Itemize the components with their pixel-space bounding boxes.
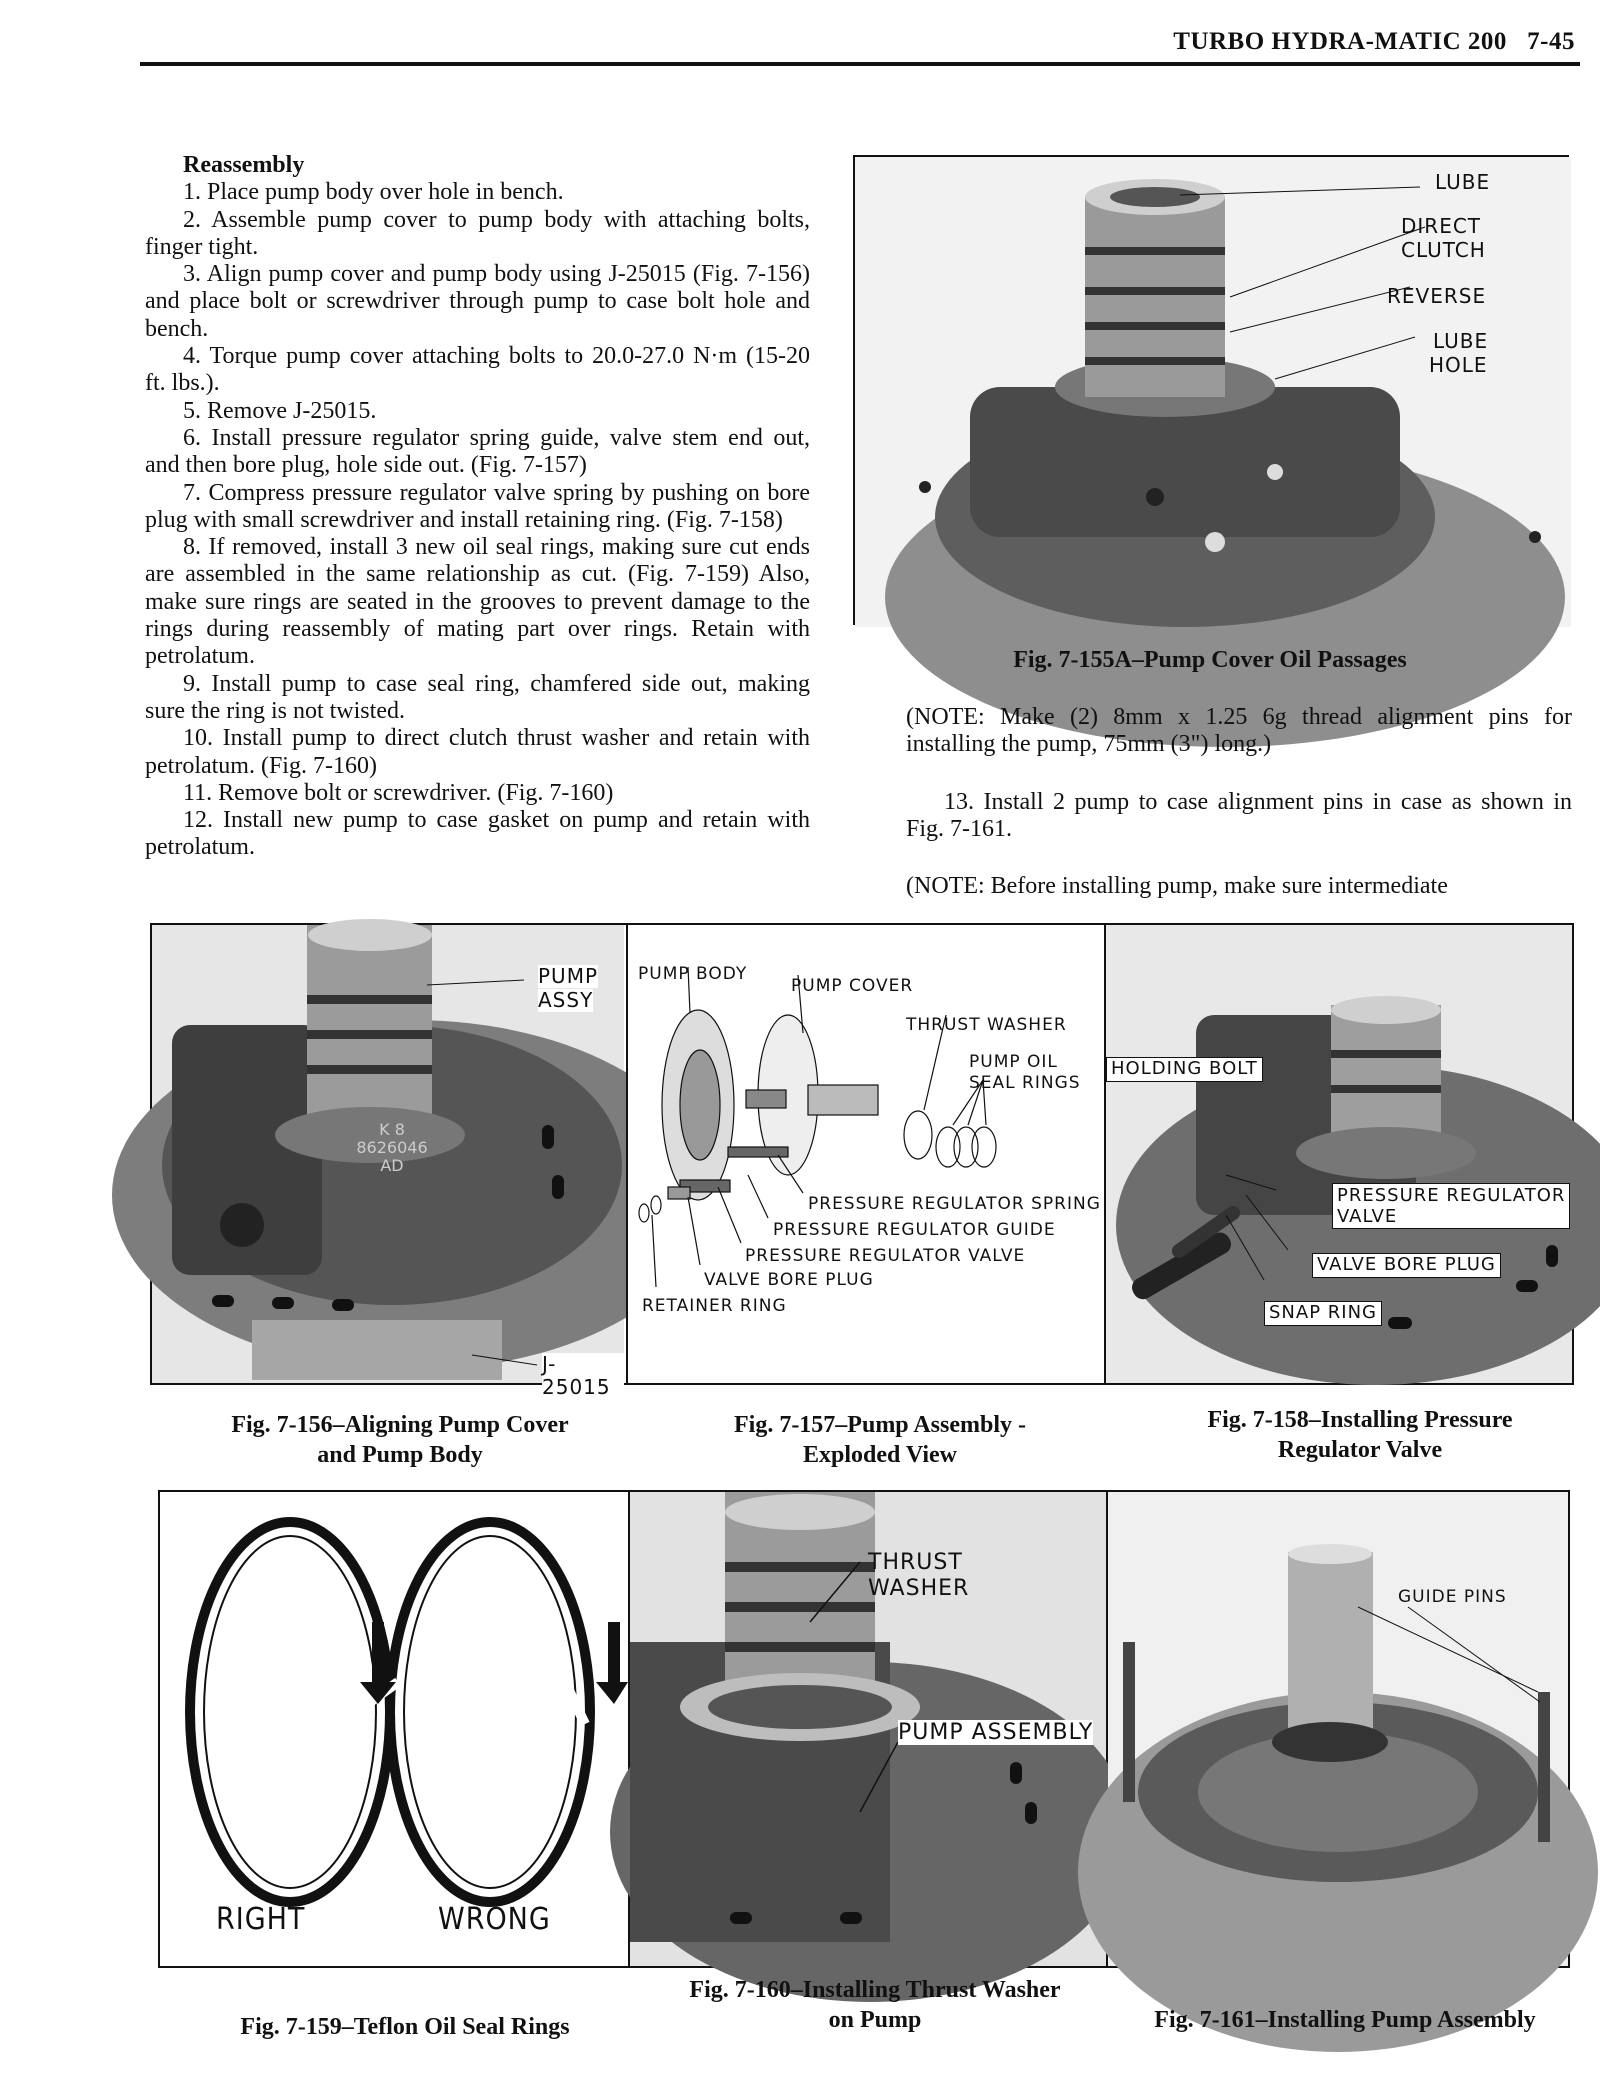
reassembly-step: 7. Compress pressure regulator valve spring by pushing on bore plug with small screwdriver and install retaining ring. (Fig. 7-158) bbox=[145, 479, 810, 533]
stamp-text: AD bbox=[380, 1156, 404, 1175]
label-pump-oil-seal-rings-2: SEAL RINGS bbox=[969, 1073, 1081, 1093]
reassembly-step: 11. Remove bolt or screwdriver. (Fig. 7-160) bbox=[183, 779, 614, 806]
caption-line: Regulator Valve bbox=[1277, 1437, 1443, 1463]
label-pump-body: PUMP BODY bbox=[638, 964, 748, 984]
caption-line: Fig. 7-157–Pump Assembly - bbox=[733, 1412, 1026, 1438]
label-lube-hole-2: HOLE bbox=[1429, 353, 1488, 377]
label-guide-pins: GUIDE PINS bbox=[1398, 1587, 1507, 1607]
step-13: 13. Install 2 pump to case alignment pins in case as shown in Fig. 7-161. bbox=[906, 788, 1572, 842]
label-thrust-washer: THRUST WASHER bbox=[906, 1015, 1067, 1035]
figure-7-161 bbox=[1108, 1492, 1568, 1966]
label-j-25015: J-25015 bbox=[542, 1353, 624, 1399]
reassembly-step: 10. Install pump to direct clutch thrust washer and retain with petrolatum. (Fig. 7-160) bbox=[145, 725, 810, 779]
seal-rings-drawing bbox=[160, 1492, 628, 1966]
stamp-text: 8626046 bbox=[356, 1138, 428, 1157]
label-pr-valve-2: VALVE bbox=[1337, 1206, 1398, 1227]
caption-fig-7-160 bbox=[660, 1975, 1090, 2035]
reassembly-step: 2. Assemble pump cover to pump body with attaching bolts, finger tight. bbox=[145, 206, 810, 260]
label-thrust-washer-2: WASHER bbox=[868, 1576, 970, 1601]
label-right: RIGHT bbox=[216, 1902, 306, 1937]
header-rule bbox=[140, 62, 1580, 66]
pump-installation-photo bbox=[1108, 1492, 1568, 1966]
label-pump-cover: PUMP COVER bbox=[791, 976, 914, 996]
reassembly-section bbox=[145, 152, 810, 862]
note-alignment-pins: (NOTE: Make (2) 8mm x 1.25 6g thread alignment pins for installing the pump, 75mm (3") long.) bbox=[906, 704, 1572, 758]
caption-line: Fig. 7-158–Installing Pressure bbox=[1207, 1407, 1513, 1433]
caption-line: Fig. 7-160–Installing Thrust Washer bbox=[689, 1977, 1061, 2003]
label-pump-oil-seal-rings-1: PUMP OIL bbox=[969, 1052, 1058, 1072]
caption-fig-7-156 bbox=[180, 1410, 620, 1470]
right-column-text bbox=[906, 704, 1572, 900]
label-pr-guide: PRESSURE REGULATOR GUIDE bbox=[773, 1220, 1056, 1240]
label-pump-assy-1: PUMP bbox=[538, 964, 599, 988]
stamp-text: K 8 bbox=[379, 1120, 405, 1139]
label-pressure-regulator-valve bbox=[1332, 1183, 1570, 1229]
label-valve-bore-plug-158: VALVE BORE PLUG bbox=[1312, 1253, 1501, 1278]
figure-7-156 bbox=[152, 925, 624, 1399]
caption-line: Exploded View bbox=[802, 1442, 958, 1468]
figure-7-160 bbox=[628, 1492, 1108, 1966]
caption-fig-7-161: Fig. 7-161–Installing Pump Assembly bbox=[1154, 2007, 1536, 2033]
reassembly-step: 1. Place pump body over hole in bench. bbox=[183, 179, 564, 206]
reassembly-step: 4. Torque pump cover attaching bolts to 20.0-27.0 N·m (15-20 ft. lbs.). bbox=[145, 343, 810, 397]
label-snap-ring: SNAP RING bbox=[1264, 1301, 1382, 1326]
caption-fig-7-157 bbox=[680, 1410, 1080, 1470]
label-valve-bore-plug: VALVE BORE PLUG bbox=[704, 1270, 874, 1290]
caption-fig-7-158 bbox=[1160, 1405, 1560, 1465]
caption-fig-7-155a: Fig. 7-155A–Pump Cover Oil Passages bbox=[1013, 647, 1407, 673]
label-lube-hole-1: LUBE bbox=[1433, 329, 1489, 353]
caption-line: Fig. 7-156–Aligning Pump Cover bbox=[231, 1412, 569, 1438]
label-pr-valve-1: PRESSURE REGULATOR bbox=[1337, 1185, 1566, 1206]
label-retainer-ring: RETAINER RING bbox=[642, 1296, 787, 1316]
label-direct-clutch-1: DIRECT bbox=[1401, 214, 1482, 238]
reassembly-step: 3. Align pump cover and pump body using J-25015 (Fig. 7-156) and place bolt or screwdriver through pump to case bolt hole and bench. bbox=[145, 261, 810, 342]
reassembly-heading: Reassembly bbox=[183, 152, 305, 178]
label-pump-assembly: PUMP ASSEMBLY bbox=[898, 1720, 1094, 1745]
header-title: TURBO HYDRA-MATIC 200 bbox=[1173, 28, 1507, 55]
label-pr-valve: PRESSURE REGULATOR VALVE bbox=[745, 1246, 1026, 1266]
label-holding-bolt: HOLDING BOLT bbox=[1106, 1057, 1263, 1082]
reassembly-step: 5. Remove J-25015. bbox=[183, 397, 377, 424]
reassembly-step: 9. Install pump to case seal ring, chamfered side out, making sure the ring is not twisted. bbox=[145, 670, 810, 724]
header-page-number: 7-45 bbox=[1527, 28, 1575, 55]
page-header bbox=[0, 28, 1575, 56]
figure-7-155a bbox=[853, 155, 1569, 625]
caption-fig-7-159: Fig. 7-159–Teflon Oil Seal Rings bbox=[240, 2014, 570, 2040]
caption-line: on Pump bbox=[828, 2007, 922, 2033]
caption-line: and Pump Body bbox=[317, 1442, 483, 1468]
figure-7-157 bbox=[626, 925, 1106, 1383]
reassembly-step: 6. Install pressure regulator spring guide, valve stem end out, and then bore plug, hole side out. (Fig. 7-157) bbox=[145, 424, 810, 479]
figure-7-158 bbox=[1106, 925, 1572, 1383]
label-lube: LUBE bbox=[1435, 170, 1491, 194]
label-pump-assy-2: ASSY bbox=[538, 988, 594, 1012]
label-reverse: REVERSE bbox=[1387, 284, 1487, 308]
label-pr-spring: PRESSURE REGULATOR SPRING bbox=[808, 1194, 1101, 1214]
label-direct-clutch-2: CLUTCH bbox=[1401, 238, 1486, 262]
label-thrust-washer-1: THRUST bbox=[868, 1550, 963, 1575]
note-intermediate: (NOTE: Before installing pump, make sure intermediate bbox=[906, 873, 1448, 900]
reassembly-step: 8. If removed, install 3 new oil seal rings, making sure cut ends are assembled in the same relationship as cut. (Fig. 7-159) Also, make sure rings are seated in the grooves to prevent damage to the rings during reassembly of mating part over rings. Retain with petrolatum. bbox=[145, 534, 810, 670]
reassembly-step: 12. Install new pump to case gasket on pump and retain with petrolatum. bbox=[145, 807, 810, 861]
label-wrong: WRONG bbox=[438, 1902, 551, 1937]
figure-7-159 bbox=[160, 1492, 628, 1966]
